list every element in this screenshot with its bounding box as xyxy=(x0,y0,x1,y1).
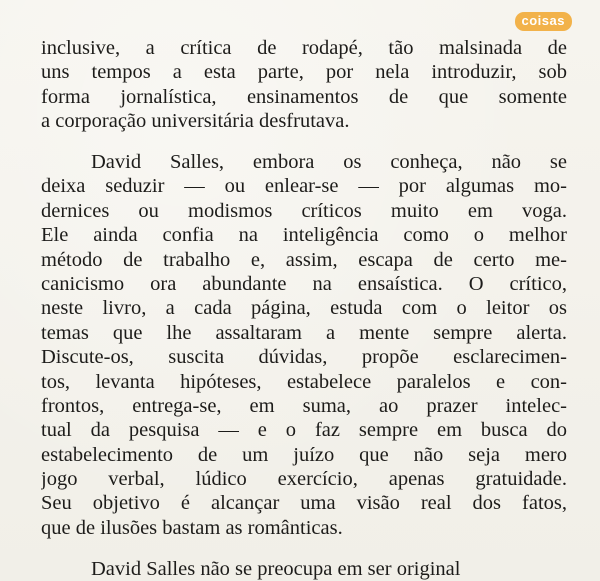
text-line: método de trabalho e, assim, escapa de certo me- xyxy=(41,248,567,271)
text-line: jogo verbal, lúdico exercício, apenas gratuidade. xyxy=(41,468,567,491)
text-line: frontos, entrega-se, em suma, ao prazer intelec- xyxy=(41,394,567,417)
text-line: a corporação universitária desfrutava. xyxy=(41,110,350,133)
text-line: tos, levanta hipóteses, estabelece paralelos e con- xyxy=(41,370,567,393)
text-line: tual da pesquisa — e o faz sempre em busca do xyxy=(41,419,567,442)
paragraph-1 xyxy=(41,36,567,134)
text-line: canicismo ora abundante na ensaística. O crítico, xyxy=(41,272,567,295)
paragraph-3 xyxy=(41,557,567,581)
text-line: Ele ainda confia na inteligência como o melhor xyxy=(41,224,567,247)
text-line: deixa seduzir — ou enlear-se — por algumas mo- xyxy=(41,175,567,198)
text-line: uns tempos a esta parte, por nela introduzir, sob xyxy=(41,61,567,84)
text-line: neste livro, a cada página, estuda com o leitor os xyxy=(41,297,567,320)
text-line: dernices ou modismos críticos muito em voga. xyxy=(41,199,567,222)
section-badge: coisas xyxy=(515,12,572,31)
text-line: Discute-os, suscita dúvidas, propõe esclarecimen- xyxy=(41,346,567,369)
text-line: inclusive, a crítica de rodapé, tão malsinada de xyxy=(41,37,567,59)
text-line: Seu objetivo é alcançar uma visão real dos fatos, xyxy=(41,492,567,515)
text-line: David Salles não se preocupa em ser original xyxy=(91,558,461,580)
text-line: forma jornalística, ensinamentos de que somente xyxy=(41,85,567,108)
text-line: David Salles, embora os conheça, não se xyxy=(91,151,567,173)
paragraph-2 xyxy=(41,150,567,540)
text-line: estabelecimento de um juízo que não seja mero xyxy=(41,443,567,466)
text-line: temas que lhe assaltaram a mente sempre alerta. xyxy=(41,321,567,344)
text-line: que de ilusões bastam as românticas. xyxy=(41,516,343,539)
